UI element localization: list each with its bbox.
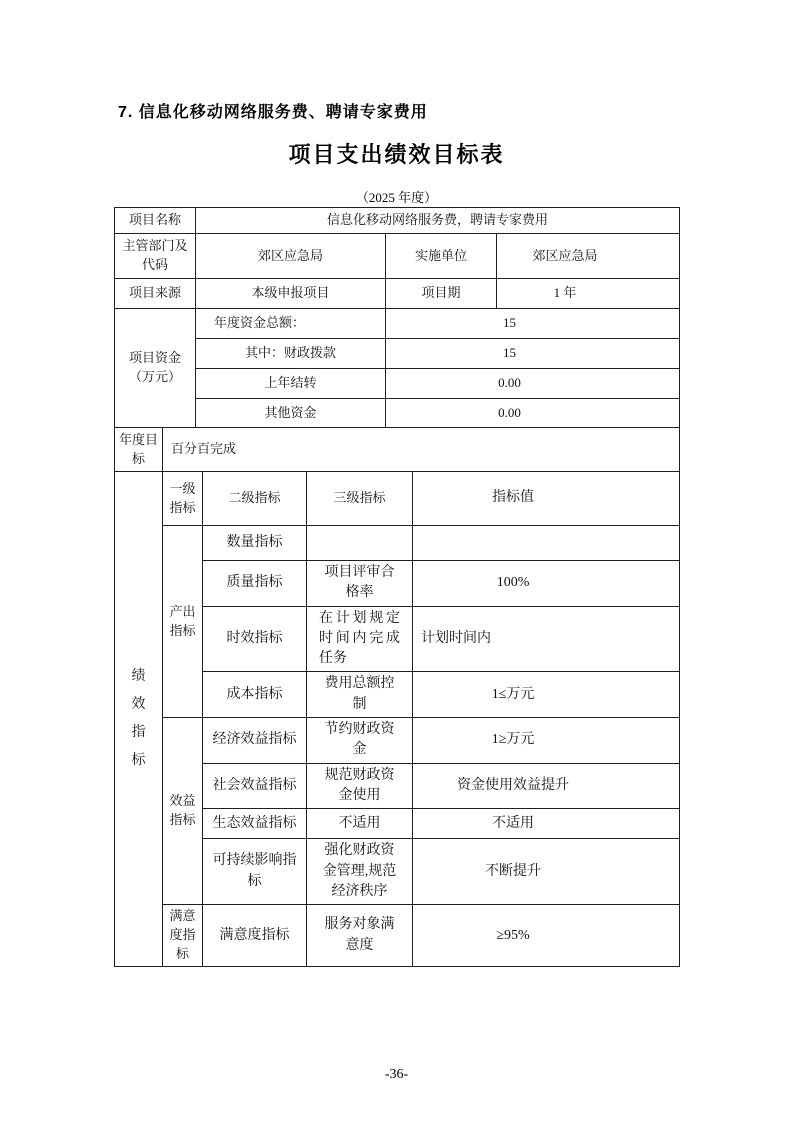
annual-goal-label: 年度目标 [115, 428, 163, 472]
header-level2: 二级指标 [203, 472, 307, 526]
department-value: 郊区应急局 [196, 234, 386, 279]
indicator-value: ≥95% [413, 905, 680, 967]
indicator-value: 不断提升 [413, 839, 680, 905]
department-label: 主管部门及代码 [115, 234, 196, 279]
annual-goal-value: 百分百完成 [163, 428, 680, 472]
group-benefit-indicators: 效益指标 [163, 718, 203, 905]
table-row [115, 905, 680, 967]
project-period-label: 项目期 [386, 279, 497, 309]
fund-item-value: 15 [386, 339, 680, 369]
indicator-value: 1≥万元 [413, 718, 680, 764]
project-source-value: 本级申报项目 [196, 279, 386, 309]
implementing-unit-value: 郊区应急局 [497, 234, 680, 279]
fund-item-name: 年度资金总额： [196, 309, 386, 339]
indicator-level2: 成本指标 [203, 672, 307, 718]
indicator-level3: 在计划规定时间内完成任务 [307, 606, 413, 672]
indicator-level2: 经济效益指标 [203, 718, 307, 764]
table-row [115, 718, 680, 764]
performance-target-table [114, 207, 680, 967]
group-satisfaction-indicators: 满意度指标 [163, 905, 203, 967]
indicator-level2: 数量指标 [203, 526, 307, 561]
indicator-level3: 项目评审合格率 [307, 561, 413, 607]
indicator-value [413, 526, 680, 561]
indicator-level3: 强化财政资金管理,规范经济秩序 [307, 839, 413, 905]
indicator-value: 不适用 [413, 809, 680, 839]
performance-indicator-side-label [115, 472, 163, 967]
indicator-level2: 满意度指标 [203, 905, 307, 967]
page-number: -36- [384, 1067, 409, 1082]
document-subtitle: （2025 年度） [355, 190, 438, 205]
fund-item-name: 其他资金 [196, 399, 386, 428]
table-row [115, 472, 680, 526]
indicator-level3: 费用总额控制 [307, 672, 413, 718]
indicator-value: 资金使用效益提升 [413, 763, 680, 809]
group-output-indicators: 产出指标 [163, 526, 203, 718]
indicator-level2: 时效指标 [203, 606, 307, 672]
table-row [115, 369, 680, 399]
indicator-level3: 不适用 [307, 809, 413, 839]
fund-item-name: 其中：财政拨款 [196, 339, 386, 369]
fund-item-name: 上年结转 [196, 369, 386, 399]
performance-indicator-side-text: 绩效指标 [131, 669, 146, 769]
indicator-level3: 规范财政资金使用 [307, 763, 413, 809]
fund-item-value: 0.00 [386, 399, 680, 428]
project-period-value: 1 年 [497, 279, 680, 309]
fund-item-value: 0.00 [386, 369, 680, 399]
project-name-value: 信息化移动网络服务费，聘请专家费用 [196, 208, 680, 234]
header-value: 指标值 [413, 472, 680, 526]
indicator-value: 1≤万元 [413, 672, 680, 718]
table-row [115, 234, 680, 279]
table-row [115, 279, 680, 309]
indicator-level2: 社会效益指标 [203, 763, 307, 809]
project-name-label: 项目名称 [115, 208, 196, 234]
project-funds-label: 项目资金（万元） [115, 309, 196, 428]
indicator-level2: 可持续影响指标 [203, 839, 307, 905]
table-row [115, 208, 680, 234]
table-row [115, 399, 680, 428]
header-level3: 三级指标 [307, 472, 413, 526]
fund-item-value: 15 [386, 309, 680, 339]
table-row [115, 339, 680, 369]
indicator-value: 100% [413, 561, 680, 607]
table-row [115, 526, 680, 561]
table-row [115, 428, 680, 472]
section-heading: 7. 信息化移动网络服务费、聘请专家费用 [118, 104, 428, 121]
table-row [115, 309, 680, 339]
header-level1: 一级指标 [163, 472, 203, 526]
indicator-level3: 服务对象满意度 [307, 905, 413, 967]
document-title: 项目支出绩效目标表 [288, 142, 505, 167]
indicator-level3 [307, 526, 413, 561]
project-source-label: 项目来源 [115, 279, 196, 309]
indicator-level2: 质量指标 [203, 561, 307, 607]
implementing-unit-label: 实施单位 [386, 234, 497, 279]
indicator-level3: 节约财政资金 [307, 718, 413, 764]
indicator-level2: 生态效益指标 [203, 809, 307, 839]
indicator-value: 计划时间内 [413, 606, 680, 672]
